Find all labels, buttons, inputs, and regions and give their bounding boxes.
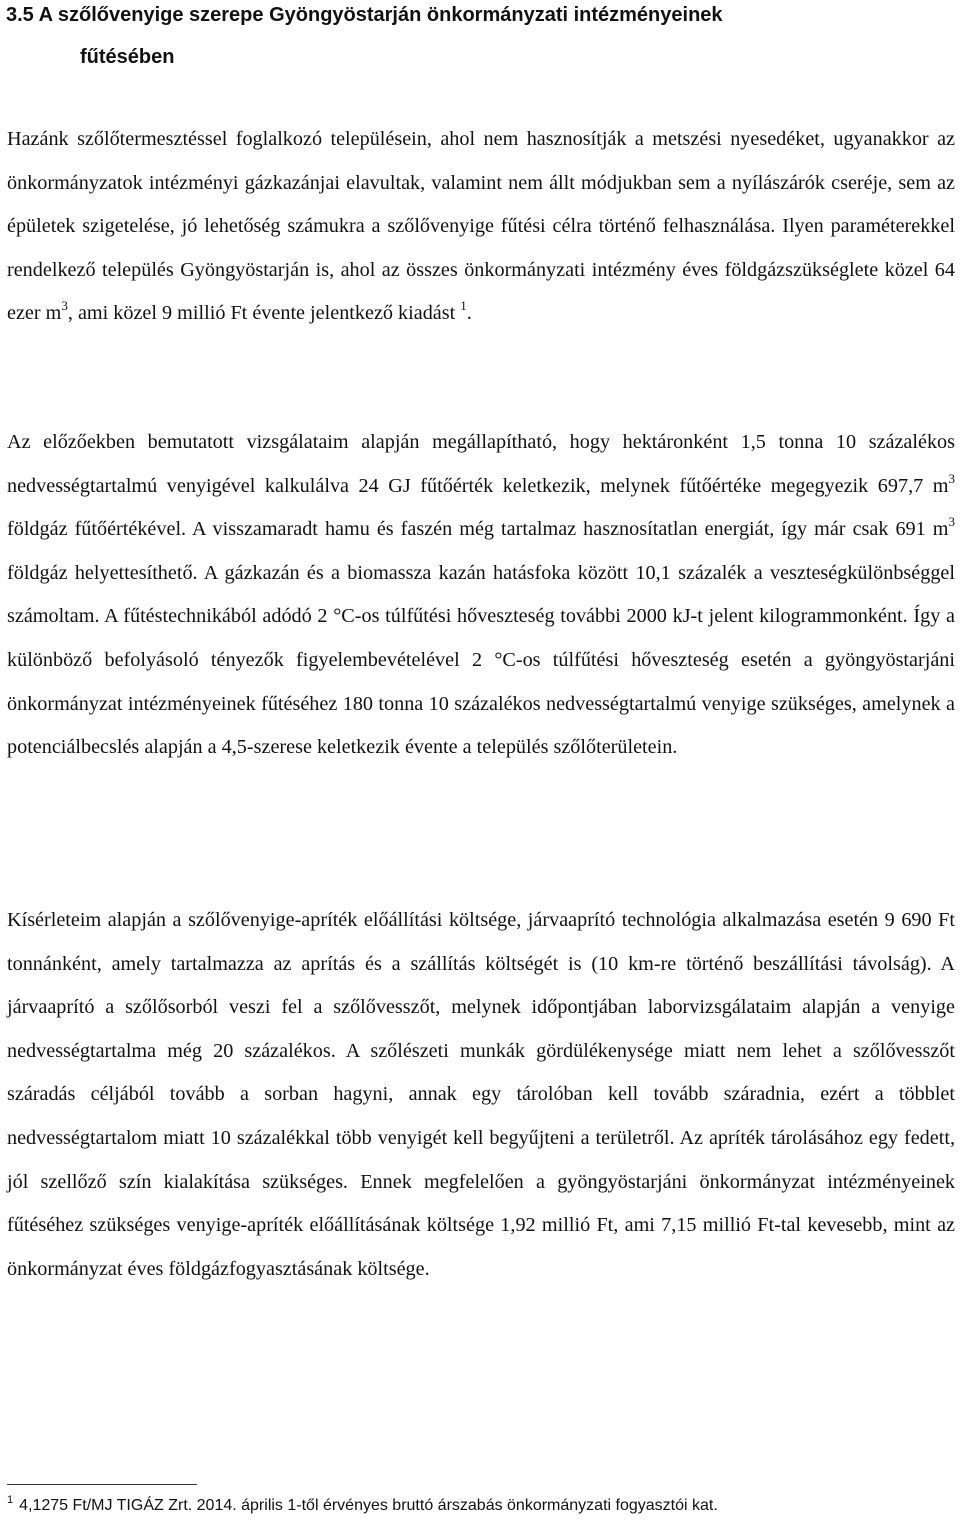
paragraph-2 (7, 421, 955, 770)
footnote-reference[interactable]: 1 (460, 298, 467, 314)
footnote-separator (7, 1484, 197, 1485)
cubic-superscript: 3 (948, 470, 955, 486)
paragraph-1-text-c: . (466, 302, 472, 325)
paragraph-1-text-b: , ami közel 9 millió Ft évente jelentkező kiadást (67, 302, 461, 325)
cubic-superscript: 3 (948, 514, 955, 530)
footnote-marker: 1 (7, 1494, 14, 1506)
section-heading-line1: 3.5 A szőlővenyige szerepe Gyöngyöstarján önkormányzati intézményeinek (6, 4, 723, 26)
paragraph-2-text-c: földgáz helyettesíthető. A gázkazán és a biomassza kazán hatásfoka között 10,1 százalék a veszteségkülönbséggel számoltam. A fűtéstechnikából adódó 2 °C-os túlfűtési hőveszteség további 2000 kJ-t jelent kilogrammonként. Így a különböző befolyásoló tényezők figyelembevételével 2 °C-os túlfűtési hőveszteség esetén a gyöngyöstarjáni önkormányzat intézményeinek fűtéséhez 180 tonna 10 százalékos nedvességtartalmú venyige szükséges, amelynek a potenciálbecslés alapján a 4,5-szerese keletkezik évente a település szőlőterületein. (7, 561, 955, 759)
paragraph-1-text-a: Hazánk szőlőtermesztéssel foglalkozó településein, ahol nem hasznosítják a metszési nyesedéket, ugyanakkor az önkormányzatok intézményi gázkazánjai elavultak, valamint nem állt módjukban sem a nyílászárók cseréje, sem az épületek szigetelése, jó lehetőség számukra a szőlővenyige fűtési célra történő felhasználása. Ilyen paraméterekkel rendelkező település Gyöngyöstarján is, ahol az összes önkormányzati intézmény éves földgázszükséglete közel 64 ezer m (7, 128, 955, 325)
footnote (7, 1494, 955, 1518)
paragraph-2-text-b: földgáz fűtőértékével. A visszamaradt hamu és faszén még tartalmaz hasznosítatlan energiát, így már csak 691 m (7, 518, 949, 541)
section-heading (6, 0, 946, 78)
footnote-text: 4,1275 Ft/MJ TIGÁZ Zrt. 2014. április 1-től érvényes bruttó árszabás önkormányzati fogyasztói kat. (19, 1497, 718, 1514)
paragraph-2-text-a: Az előzőekben bemutatott vizsgálataim alapján megállapítható, hogy hektáronként 1,5 tonna 10 százalékos nedvességtartalmú venyigével kalkulálva 24 GJ fűtőérték keletkezik, melynek fűtőértéke megegyezik 697,7 m (7, 431, 955, 497)
section-heading-line2: fűtésében (80, 46, 175, 68)
paragraph-1 (7, 118, 955, 336)
cubic-superscript: 3 (61, 298, 68, 314)
paragraph-3: Kísérleteim alapján a szőlővenyige-apríték előállítási költsége, járvaaprító technológia alkalmazása esetén 9 690 Ft tonnánként, amely tartalmazza az aprítás és a szállítás költségét is (10 km-re történő beszállítási távolság). A járvaaprító a szőlősorból veszi fel a szőlővesszőt, melynek időpontjában laborvizsgálataim alapján a venyige nedvességtartalma még 20 százalékos. A szőlészeti munkák gördülékenysége miatt nem lehet a szőlővesszőt száradás céljából tovább a sorban hagyni, annak egy tárolóban kell tovább száradnia, ezért a többlet nedvességtartalom miatt 10 százalékkal több venyigét kell begyűjteni a területről. Az apríték tárolásához egy fedett, jól szellőző szín kialakítása szükséges. Ennek megfelelően a gyöngyöstarjáni önkormányzat intézményeinek fűtéséhez szükséges venyige-apríték előállításának költsége 1,92 millió Ft, ami 7,15 millió Ft-tal kevesebb, mint az önkormányzat éves földgázfogyasztásának költsége. (7, 909, 955, 1280)
